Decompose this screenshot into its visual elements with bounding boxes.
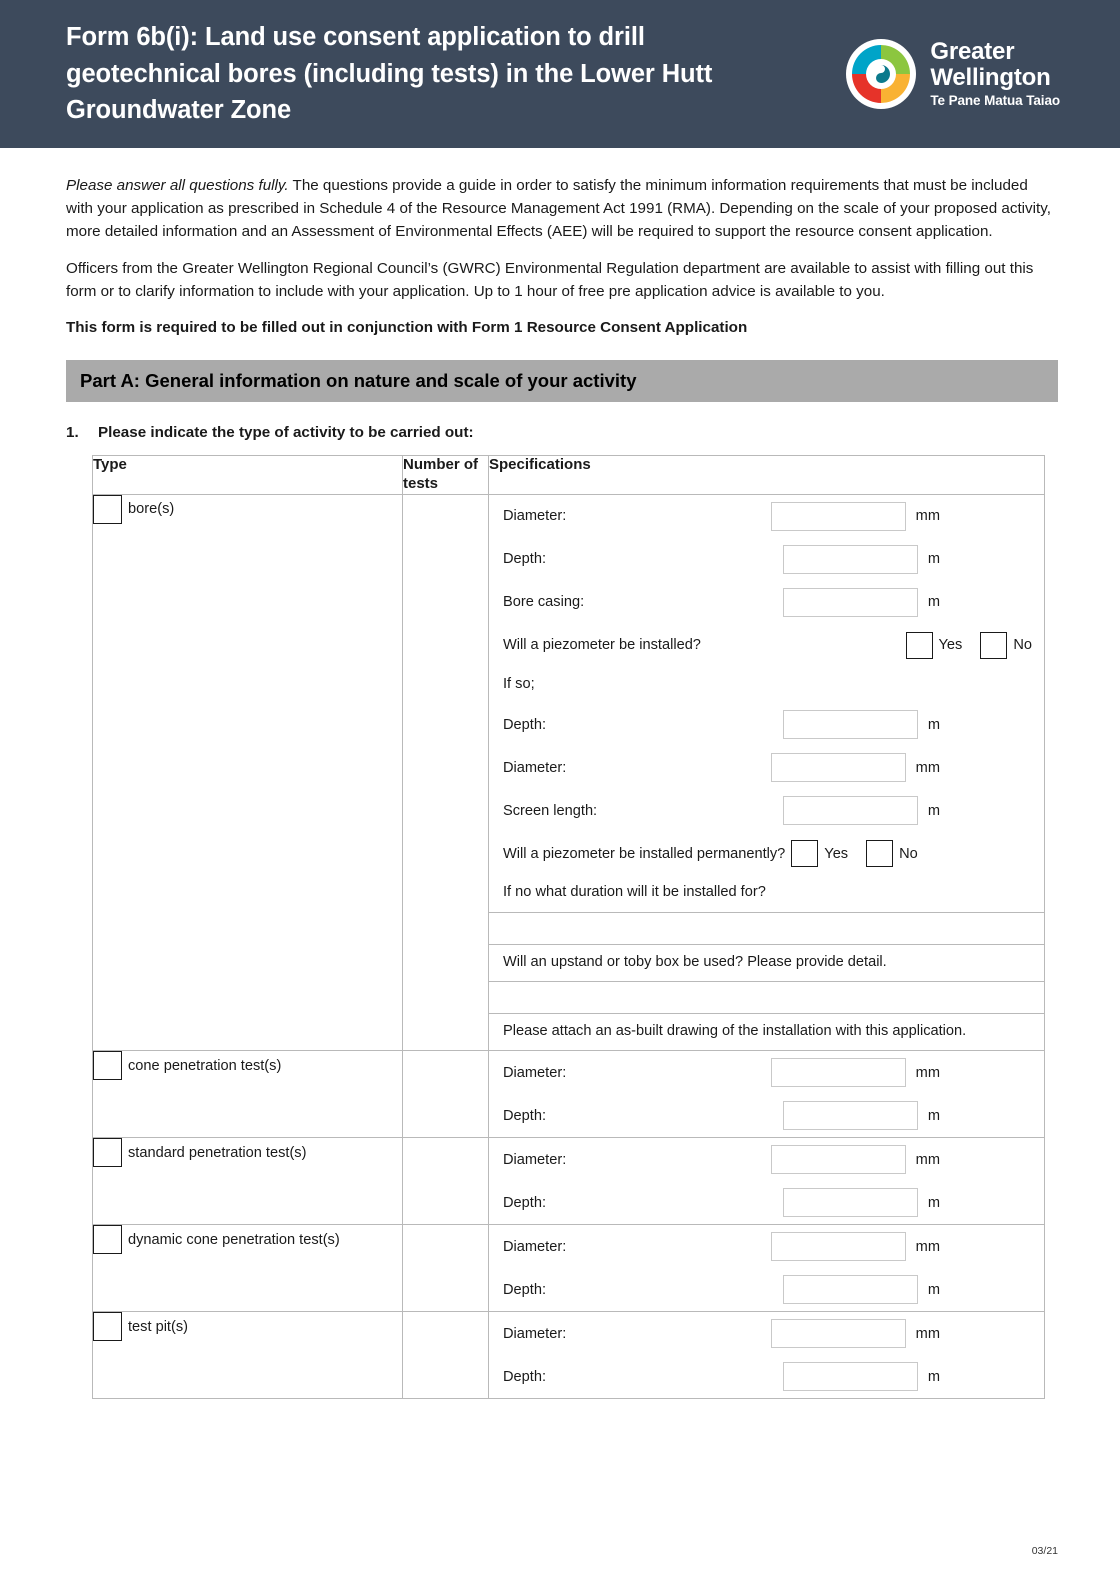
cpt-diameter-input[interactable] [771,1058,906,1087]
piezometer-depth-label: Depth: [503,716,546,733]
form-requirement-note: This form is required to be filled out in conjunction with Form 1 Resource Consent Application [66,319,748,337]
checkbox-cone-penetration-test-icon[interactable] [93,1051,122,1080]
row-spt-type-cell [93,1138,403,1225]
screen-length-row [489,789,1044,832]
spt-diameter-unit: mm [915,1151,940,1168]
checkbox-standard-penetration-test-icon[interactable] [93,1138,122,1167]
permanent-no-label: No [899,845,918,862]
table-row [93,494,1045,1051]
checkbox-standard-penetration-test-label: standard penetration test(s) [128,1144,307,1161]
table-row [93,1225,1045,1312]
bores-depth-input[interactable] [783,545,918,574]
row-dcpt-type-cell [93,1225,403,1312]
piezometer-installed-label: Will a piezometer be installed? [503,637,701,654]
row-spt-specifications-cell [489,1138,1045,1225]
dcpt-diameter-row [489,1225,1044,1268]
as-built-note: Please attach an as-built drawing of the installation with this application. [489,1013,1044,1050]
spt-depth-label: Depth: [503,1194,546,1211]
if-so-label: If so; [503,675,535,692]
row-cpt-specifications-cell [489,1051,1045,1138]
bores-depth-row [489,538,1044,581]
checkbox-dynamic-cone-penetration-test-label: dynamic cone penetration test(s) [128,1231,340,1248]
dcpt-depth-unit: m [927,1281,940,1298]
cpt-depth-unit: m [927,1107,940,1124]
checkbox-bores-label: bore(s) [128,501,175,518]
piezometer-diameter-input[interactable] [771,753,906,782]
row-spt-number-of-tests-cell[interactable] [403,1138,489,1225]
duration-question-label: If no what duration will it be installed for? [503,884,766,901]
screen-length-unit: m [927,802,940,819]
testpit-diameter-unit: mm [915,1325,940,1342]
permanent-yes-label: Yes [824,845,849,862]
row-testpit-specifications-cell [489,1312,1045,1399]
spt-diameter-label: Diameter: [503,1151,567,1168]
bores-diameter-input[interactable] [771,502,906,531]
checkbox-piezometer-no-icon[interactable] [980,632,1007,659]
column-header-number-of-tests: Number of tests [403,456,489,495]
screen-length-input[interactable] [783,796,918,825]
table-row [93,1138,1045,1225]
piezometer-installed-yes[interactable] [906,632,963,659]
bores-diameter-unit: mm [915,508,940,525]
table-row [93,1312,1045,1399]
checkbox-piezometer-yes-icon[interactable] [906,632,933,659]
screen-length-label: Screen length: [503,802,598,819]
piezometer-permanent-yes[interactable] [803,840,848,867]
checkbox-bores-icon[interactable] [93,495,122,524]
piezometer-diameter-unit: mm [915,759,940,776]
column-header-type: Type [93,456,403,495]
upstand-input[interactable] [489,981,1044,1013]
testpit-depth-input[interactable] [783,1362,918,1391]
cpt-diameter-unit: mm [915,1064,940,1081]
question-1 [66,424,1058,441]
column-header-specifications: Specifications [489,456,1045,495]
duration-input[interactable] [489,912,1044,944]
row-bores-number-of-tests-cell[interactable] [403,494,489,1051]
testpit-depth-label: Depth: [503,1368,546,1385]
brand-line-1: Greater [930,38,1015,66]
brand-logo [844,37,1060,111]
brand-line-2: Wellington [930,64,1051,92]
piezometer-permanent-no[interactable] [866,840,918,867]
activity-table-wrapper [66,455,1058,1399]
spt-diameter-row [489,1138,1044,1181]
checkbox-dynamic-cone-penetration-test-icon[interactable] [93,1225,122,1254]
testpit-depth-row [489,1355,1044,1398]
row-dcpt-number-of-tests-cell[interactable] [403,1225,489,1312]
checkbox-test-pit-icon[interactable] [93,1312,122,1341]
dcpt-diameter-label: Diameter: [503,1238,567,1255]
spt-depth-unit: m [927,1194,940,1211]
cpt-diameter-label: Diameter: [503,1064,567,1081]
spt-depth-input[interactable] [783,1188,918,1217]
spt-depth-row [489,1181,1044,1224]
testpit-diameter-input[interactable] [771,1319,906,1348]
bores-casing-label: Bore casing: [503,594,585,611]
checkbox-cone-penetration-test-label: cone penetration test(s) [128,1057,282,1074]
dcpt-depth-row [489,1268,1044,1311]
row-cpt-type-cell [93,1051,403,1138]
cpt-diameter-row [489,1051,1044,1094]
intro-paragraph-1-rest: The questions provide a guide in order to satisfy the minimum information requirements that must be included with your application as prescribed in Schedule 4 of the Resource Management Act 1991 (RMA). Depending on the scale of your proposed activity, more detailed information and an Assessment of Environmental Effects (AEE) will be required to support the resource consent application. [66,177,1051,241]
bores-diameter-row [489,495,1044,538]
row-dcpt-specifications-cell [489,1225,1045,1312]
intro-paragraph-2: Officers from the Greater Wellington Regional Council’s (GWRC) Environmental Regulation department are available to assist with filling out this form or to clarify information to include with your application. Up to 1 hour of free pre application advice is available to you. [66,260,1034,301]
greater-wellington-koru-icon [844,37,918,111]
question-1-number: 1. [66,424,79,442]
testpit-diameter-label: Diameter: [503,1325,567,1342]
spt-diameter-input[interactable] [771,1145,906,1174]
bores-casing-row [489,581,1044,624]
brand-line-3: Te Pane Matua Taiao [930,93,1060,109]
piezometer-no-label: No [1013,637,1032,654]
piezometer-diameter-label: Diameter: [503,759,567,776]
piezometer-yes-label: Yes [938,637,963,654]
checkbox-permanent-no-icon[interactable] [866,840,893,867]
question-1-text: Please indicate the type of activity to be carried out: [98,424,474,442]
document-body [0,148,1120,1399]
table-header-row [93,456,1045,495]
dcpt-checkbox-row[interactable] [93,1225,402,1254]
intro-emphasis: Please answer all questions fully. [66,177,289,194]
bores-depth-unit: m [927,551,940,568]
page-title: Form 6b(i): Land use consent application to drill geotechnical bores (including tests) in the Lower Hutt Groundwater Zone [66,22,713,125]
brand-wordmark [930,39,1060,108]
testpit-diameter-row [489,1312,1044,1355]
bores-casing-unit: m [927,594,940,611]
checkbox-permanent-yes-icon[interactable] [791,840,818,867]
document-footer-code: 03/21 [1031,1545,1058,1557]
cpt-depth-row [489,1094,1044,1137]
dcpt-diameter-input[interactable] [771,1232,906,1261]
cpt-checkbox-row[interactable] [93,1051,402,1080]
activity-type-table [92,455,1045,1399]
cpt-depth-label: Depth: [503,1107,546,1124]
row-bores-specifications-cell [489,494,1045,1051]
piezometer-installed-no[interactable] [980,632,1032,659]
part-a-heading: Part A: General information on nature and scale of your activity [66,360,1058,402]
piezometer-diameter-row [489,746,1044,789]
upstand-question-label: Will an upstand or toby box be used? Please provide detail. [489,944,1044,981]
row-testpit-type-cell [93,1312,403,1399]
table-row [93,1051,1045,1138]
bores-depth-label: Depth: [503,551,546,568]
piezometer-depth-unit: m [927,716,940,733]
row-bores-type-cell [93,494,403,1051]
dcpt-diameter-unit: mm [915,1238,940,1255]
piezometer-permanent-label: Will a piezometer be installed permanently? [503,845,786,862]
testpit-depth-unit: m [927,1368,940,1385]
spt-checkbox-row[interactable] [93,1138,402,1167]
checkbox-test-pit-label: test pit(s) [128,1318,189,1335]
piezometer-depth-input[interactable] [783,710,918,739]
row-testpit-number-of-tests-cell[interactable] [403,1312,489,1399]
bores-diameter-label: Diameter: [503,508,567,525]
piezometer-installed-row [489,624,1044,667]
page-header [0,0,1120,148]
piezometer-depth-row [489,703,1044,746]
row-cpt-number-of-tests-cell[interactable] [403,1051,489,1138]
testpit-checkbox-row[interactable] [93,1312,402,1341]
bores-checkbox-row[interactable] [93,495,402,524]
intro-paragraph-1 [66,174,1058,243]
piezometer-permanent-row [489,832,1044,875]
bores-casing-input[interactable] [783,588,918,617]
dcpt-depth-label: Depth: [503,1281,546,1298]
dcpt-depth-input[interactable] [783,1275,918,1304]
cpt-depth-input[interactable] [783,1101,918,1130]
